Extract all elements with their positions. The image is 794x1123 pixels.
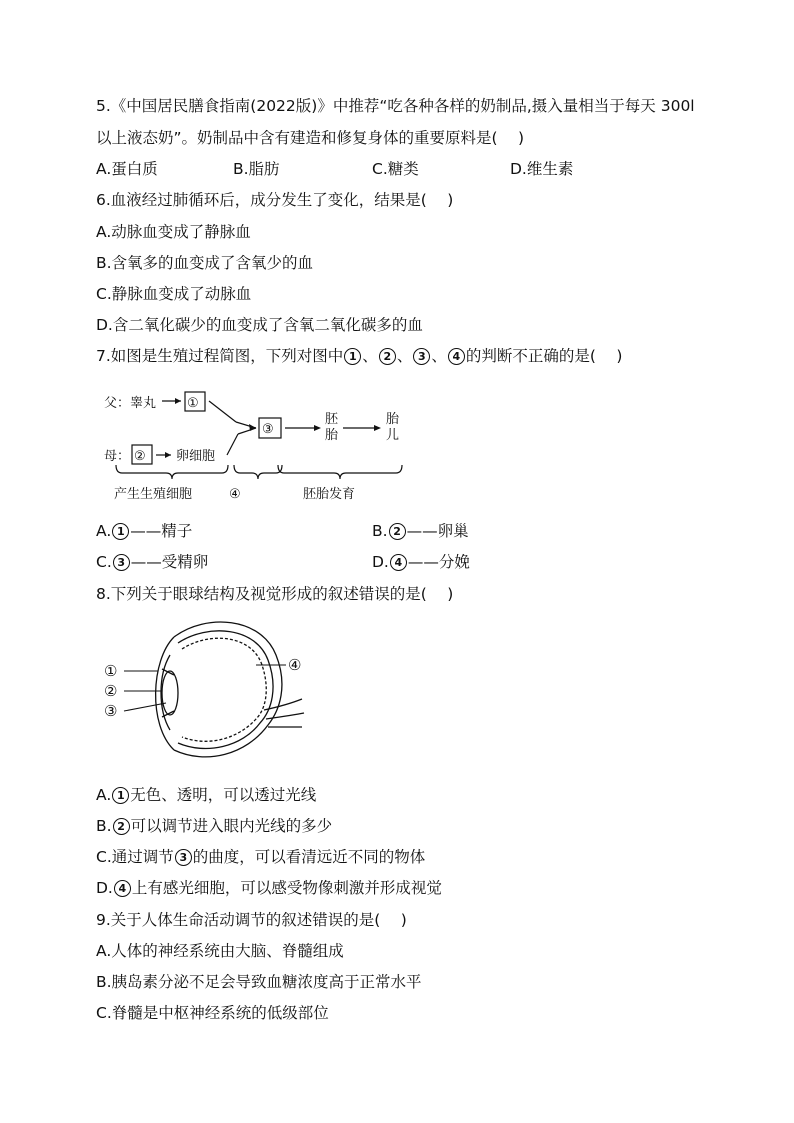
q7-stem-post: 的判断不正确的是( ) (465, 347, 623, 365)
diagram-brace-3: 胚胎发育 (303, 487, 356, 502)
q8-option-d[interactable] (96, 878, 442, 898)
diagram-brace-1: 产生生殖细胞 (114, 487, 193, 502)
diagram-embryo-1: 胚 (325, 412, 339, 427)
diagram-fetus-1: 胎 (386, 412, 400, 427)
q8-option-c-text: 的曲度，可以看清远近不同的物体 (192, 848, 426, 866)
q7-num-4: 4 (448, 348, 465, 365)
diagram-box-1-label: ① (187, 396, 199, 411)
q7-option-d[interactable] (372, 552, 470, 572)
q7-option-c-prefix: C. (96, 553, 112, 571)
q7-option-c[interactable] (96, 552, 208, 572)
q8-option-b-prefix: B. (96, 817, 112, 835)
q5-option-c[interactable]: C.糖类 (372, 160, 419, 178)
diagram-fetus-2: 儿 (386, 428, 400, 443)
reproduction-diagram (96, 380, 426, 505)
diagram-brace-2: ④ (229, 487, 241, 502)
q7-sep: 、 (396, 347, 413, 365)
q7-sep: 、 (362, 347, 378, 365)
q8-option-b[interactable] (96, 816, 332, 836)
q7-option-b-prefix: B. (372, 522, 388, 540)
q7-option-b-num: 2 (389, 523, 406, 540)
q8-option-b-text: 可以调节进入眼内光线的多少 (130, 817, 333, 835)
q8-stem: 8.下列关于眼球结构及视觉形成的叙述错误的是( ) (96, 585, 454, 603)
q8-option-a-num: 1 (112, 787, 129, 804)
q8-option-c[interactable] (96, 847, 425, 867)
diagram-mother: 母： (104, 449, 131, 464)
q8-option-d-num: 4 (114, 880, 131, 897)
q7-option-a-num: 1 (112, 523, 129, 540)
q6-option-b[interactable]: B.含氧多的血变成了含氧少的血 (96, 254, 314, 272)
q6-option-a[interactable]: A.动脉血变成了静脉血 (96, 223, 251, 241)
q6-option-c[interactable]: C.静脉血变成了动脉血 (96, 285, 252, 303)
q8-option-a-prefix: A. (96, 786, 112, 804)
q8-option-a-text: 无色、透明，可以透过光线 (130, 786, 317, 804)
eye-diagram (96, 615, 316, 775)
eye-label-3: ③ (104, 702, 118, 720)
q7-stem (96, 346, 622, 366)
eye-label-2: ② (104, 682, 118, 700)
q5-stem-line2: 以上液态奶”。奶制品中含有建造和修复身体的重要原料是( ) (96, 129, 525, 147)
q7-option-b-text: ——卵巢 (406, 522, 469, 540)
diagram-box-2-label: ② (134, 449, 146, 464)
q7-sep: 、 (431, 347, 447, 365)
q8-option-c-num: 3 (175, 849, 192, 866)
q8-option-c-prefix: C.通过调节 (96, 848, 174, 866)
diagram-father: 父：睾丸 (104, 396, 157, 411)
q7-option-c-num: 3 (113, 554, 130, 571)
q7-option-c-text: ——受精卵 (130, 553, 209, 571)
q7-stem-pre: 7.如图是生殖过程简图，下列对图中 (96, 347, 344, 365)
q5-stem-line1: 5.《中国居民膳食指南(2022版)》中推荐“吃各种各样的奶制品,摄入量相当于每天 300l (96, 97, 695, 115)
q5-option-d[interactable]: D.维生素 (510, 160, 574, 178)
q7-option-a-text: ——精子 (130, 522, 193, 540)
q6-stem: 6.血液经过肺循环后，成分发生了变化，结果是( ) (96, 191, 454, 209)
q7-option-b[interactable] (372, 521, 469, 541)
eye-label-4: ④ (288, 656, 302, 674)
q7-num-1: 1 (344, 348, 361, 365)
q8-option-d-prefix: D. (96, 879, 113, 897)
q9-option-b[interactable]: B.胰岛素分泌不足会导致血糖浓度高于正常水平 (96, 973, 422, 991)
q7-num-2: 2 (379, 348, 396, 365)
q7-option-d-text: ——分娩 (407, 553, 470, 571)
q6-option-d[interactable]: D.含二氧化碳少的血变成了含氧二氧化碳多的血 (96, 316, 423, 334)
q7-option-d-prefix: D. (372, 553, 389, 571)
q7-option-a[interactable] (96, 521, 192, 541)
q7-num-3: 3 (413, 348, 430, 365)
q5-option-a[interactable]: A.蛋白质 (96, 160, 158, 178)
q9-stem: 9.关于人体生命活动调节的叙述错误的是( ) (96, 911, 407, 929)
q5-option-b[interactable]: B.脂肪 (233, 160, 280, 178)
eye-label-1: ① (104, 662, 118, 680)
diagram-box-3-label: ③ (262, 422, 274, 437)
q8-option-a[interactable] (96, 785, 316, 805)
q9-option-a[interactable]: A.人体的神经系统由大脑、脊髓组成 (96, 942, 344, 960)
q7-option-d-num: 4 (390, 554, 407, 571)
q8-option-b-num: 2 (113, 818, 130, 835)
q8-option-d-text: 上有感光细胞，可以感受物像刺激并形成视觉 (131, 879, 442, 897)
q9-option-c[interactable]: C.脊髓是中枢神经系统的低级部位 (96, 1004, 329, 1022)
diagram-egg: 卵细胞 (176, 449, 216, 464)
diagram-embryo-2: 胎 (325, 428, 339, 443)
q7-option-a-prefix: A. (96, 522, 112, 540)
